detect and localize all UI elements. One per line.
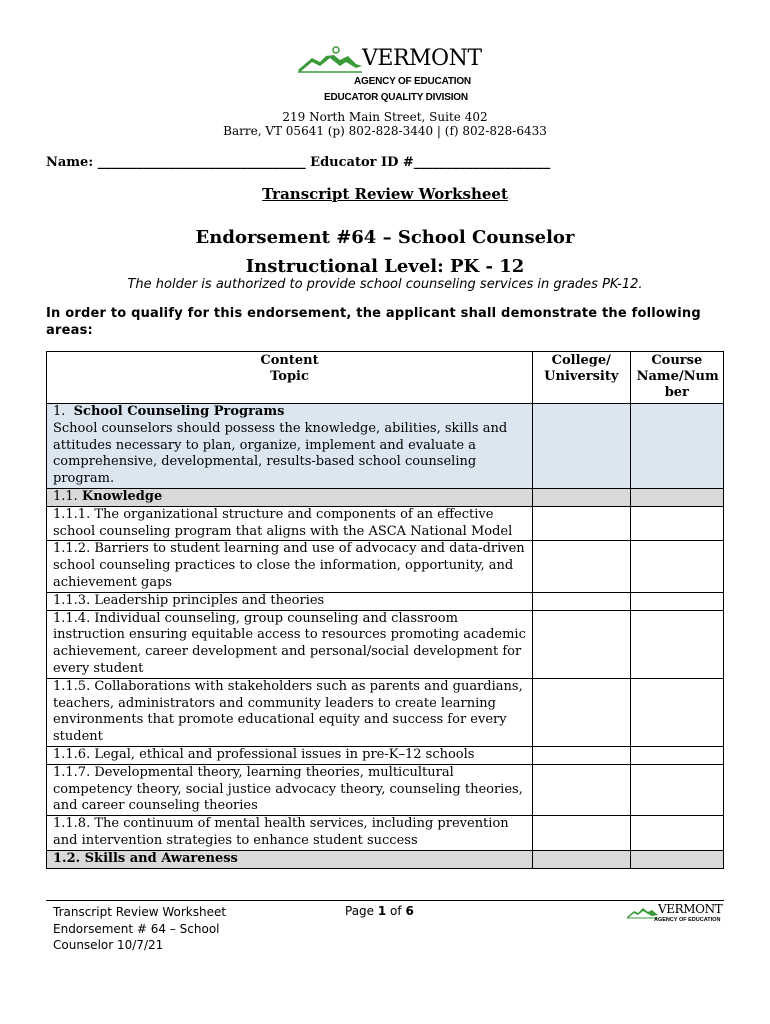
worksheet-title: Transcript Review Worksheet — [262, 185, 508, 203]
table-row — [47, 610, 724, 678]
table-row — [47, 592, 724, 610]
topic-cell: 1.1.7. Developmental theory, learning theories, multicultural competency theory, social justice advocacy theory, counseling theories, and career counseling theories — [47, 764, 533, 815]
table-row — [47, 541, 724, 592]
endorsement-title: Endorsement #64 – School Counselor — [195, 227, 575, 248]
college-cell[interactable] — [532, 541, 630, 592]
course-cell[interactable] — [630, 592, 723, 610]
college-cell — [532, 488, 630, 506]
table-header-row — [47, 352, 724, 404]
course-cell[interactable] — [630, 506, 723, 541]
college-cell[interactable] — [532, 592, 630, 610]
intro-text: In order to qualify for this endorsement, the applicant shall demonstrate the following areas: — [46, 306, 701, 338]
college-cell[interactable] — [532, 764, 630, 815]
table-row — [47, 816, 724, 851]
college-cell[interactable] — [532, 816, 630, 851]
college-cell[interactable] — [532, 746, 630, 764]
table-row — [47, 746, 724, 764]
topic-cell: 1.1.2. Barriers to student learning and use of advocacy and data-driven school counseling practices to close the information, opportunity, and achievement gaps — [47, 541, 533, 592]
holder-note: The holder is authorized to provide school counseling services in grades PK-12. — [127, 277, 643, 292]
footer-line-1: Transcript Review Worksheet — [53, 905, 227, 919]
header-content-topic: Content Topic — [47, 352, 533, 404]
course-cell[interactable] — [630, 541, 723, 592]
header-course-name-number: Course Name/Num ber — [630, 352, 723, 404]
logo-division-text: EDUCATOR QUALITY DIVISION — [324, 92, 468, 103]
college-cell[interactable] — [532, 678, 630, 746]
subsection-row-skills-awareness — [47, 850, 724, 868]
topic-cell: 1.1.5. Collaborations with stakeholders such as parents and guardians, teachers, administrators and community leaders to create learning environments that promote educational equity and success for every student — [47, 678, 533, 746]
course-cell[interactable] — [630, 678, 723, 746]
section-row-school-counseling-programs — [47, 404, 724, 489]
logo-agency-text: AGENCY OF EDUCATION — [354, 76, 471, 87]
course-cell — [630, 488, 723, 506]
course-cell[interactable] — [630, 816, 723, 851]
footer-divider — [46, 900, 724, 901]
footer-logo-agency: AGENCY OF EDUCATION — [654, 917, 721, 923]
subsection-topic-cell: 1.1. Knowledge — [47, 488, 533, 506]
topic-cell: 1.1.8. The continuum of mental health services, including prevention and intervention strategies to enhance student success — [47, 816, 533, 851]
vermont-logo — [296, 44, 482, 106]
college-cell[interactable] — [532, 506, 630, 541]
college-cell[interactable] — [532, 404, 630, 489]
page-number: Page 1 of 6 — [345, 904, 414, 918]
footer-logo-wordmark: VERMONT — [658, 902, 723, 916]
section-topic-cell: 1. School Counseling Programs School counselors should possess the knowledge, abilities, skills and attitudes necessary to plan, organize, implement and evaluate a comprehensive, developmental, results-based school counseling program. — [47, 404, 533, 489]
footer-line-2: Endorsement # 64 – School — [53, 921, 220, 936]
course-cell[interactable] — [630, 610, 723, 678]
topic-cell: 1.1.4. Individual counseling, group counseling and classroom instruction ensuring equitable access to resources promoting academic achievement, career development and personal/social development for every student — [47, 610, 533, 678]
course-cell[interactable] — [630, 764, 723, 815]
instructional-level: Instructional Level: PK - 12 — [245, 256, 525, 277]
footer-document-info — [53, 904, 263, 954]
college-cell[interactable] — [532, 610, 630, 678]
address-line-1: 219 North Main Street, Suite 402 — [282, 110, 488, 124]
table-row — [47, 764, 724, 815]
topic-cell: 1.1.1. The organizational structure and components of an effective school counseling program that aligns with the ASCA National Model — [47, 506, 533, 541]
footer-vermont-logo — [626, 902, 723, 928]
topic-cell: 1.1.6. Legal, ethical and professional issues in pre-K–12 schools — [47, 746, 533, 764]
address-line-2: Barre, VT 05641 (p) 802-828-3440 | (f) 802-828-6433 — [223, 124, 547, 138]
footer-line-3: Counselor 10/7/21 — [53, 938, 164, 952]
course-cell — [630, 850, 723, 868]
subsection-topic-cell: 1.2. Skills and Awareness — [47, 850, 533, 868]
table-row — [47, 506, 724, 541]
requirements-table — [46, 351, 724, 869]
logo-wordmark: VERMONT — [362, 46, 482, 71]
table-row — [47, 678, 724, 746]
name-and-educator-id-line[interactable]: Name: ________________________________ Educator ID #_____________________ — [46, 155, 551, 170]
college-cell — [532, 850, 630, 868]
subsection-row-knowledge — [47, 488, 724, 506]
header-college-university: College/ University — [532, 352, 630, 404]
course-cell[interactable] — [630, 404, 723, 489]
course-cell[interactable] — [630, 746, 723, 764]
topic-cell: 1.1.3. Leadership principles and theories — [47, 592, 533, 610]
